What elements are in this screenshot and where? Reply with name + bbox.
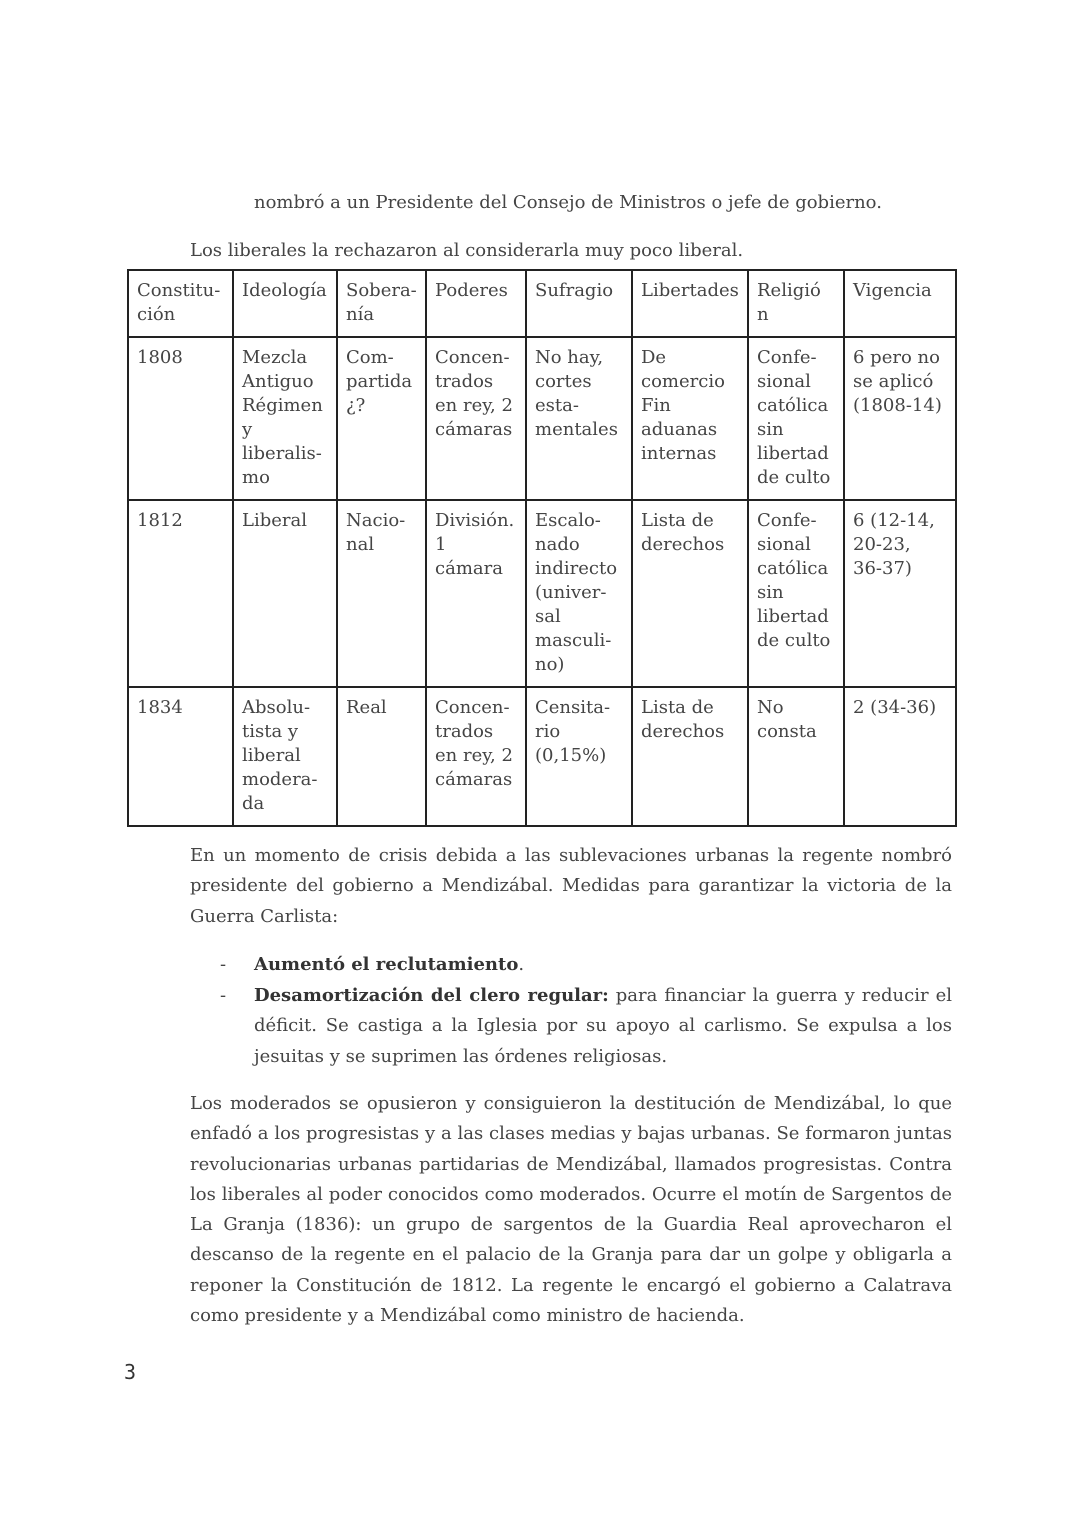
item-text: . [518,954,525,975]
table-cell: 6 (12-14, 20-23, 36-37) [844,500,956,687]
table-cell: Censita- rio (0,15%) [526,687,632,826]
table-cell: 1808 [128,337,233,500]
bullet: - [220,984,227,1006]
bullet: - [220,954,227,975]
bold-text: Aumentó el reclutamiento [254,954,519,975]
item-text: para financiar la guerra y reducir el déficit. Se castiga a la Iglesia por su apoyo al carlismo. Se expulsa a los jesuitas y se suprimen las órdenes religiosas. [254,984,952,1067]
table-cell: Confe- sional católica sin libertad de culto [748,500,844,687]
header-cell: Sufragio [526,270,632,337]
table-cell: No hay, cortes esta- mentales [526,337,632,500]
table-header-row [128,270,956,337]
table-cell: 6 pero no se aplicó (1808-14) [844,337,956,500]
table-cell: Confe- sional católica sin libertad de culto [748,337,844,500]
header-cell: Constitu- ción [128,270,233,337]
table-cell: Concen- trados en rey, 2 cámaras [426,337,526,500]
table-cell: Escalo- nado indirecto (univer- sal masculi- no) [526,500,632,687]
list-item [190,981,952,1073]
table-cell: Com- partida ¿? [337,337,426,500]
table-cell: Real [337,687,426,826]
table-cell: Liberal [233,500,337,687]
header-cell: Religió n [748,270,844,337]
measures-list [190,950,952,1072]
table-cell: Absolu- tista y liberal modera- da [233,687,337,826]
table-cell: Lista de derechos [632,687,748,826]
table-cell: Mezcla Antiguo Régimen y liberalis- mo [233,337,337,500]
paragraph: Los liberales la rechazaron al considerarla muy poco liberal. [190,240,744,261]
table-cell: De comercio Fin aduanas internas [632,337,748,500]
constitutions-table [127,269,957,827]
table-cell: Lista de derechos [632,500,748,687]
header-cell: Sobera- nía [337,270,426,337]
table-cell: No consta [748,687,844,826]
paragraph: nombró a un Presidente del Consejo de Ministros o jefe de gobierno. [254,192,882,213]
bold-text: Desamortización del clero regular: [254,984,609,1006]
page-number: 3 [124,1360,137,1384]
paragraph: Los moderados se opusieron y consiguieron la destitución de Mendizábal, lo que enfadó a los progresistas y a las clases medias y bajas urbanas. Se formaron juntas revolucionarias urbanas partidarias de Mendizábal, llamados progresistas. Contra los liberales al poder conocidos como moderados. Ocurre el motín de Sargentos de La Granja (1836): un grupo de sargentos de la Guardia Real aprovecharon el descanso de la regente en el palacio de la Granja para dar un golpe y obligarla a reponer la Constitución de 1812. La regente le encargó el gobierno a Calatrava como presidente y a Mendizábal como ministro de hacienda. [190,1093,952,1327]
list-item [190,950,952,981]
paragraph: En un momento de crisis debida a las sublevaciones urbanas la regente nombró presidente del gobierno a Mendizábal. Medidas para garantizar la victoria de la Guerra Carlista: [190,845,952,927]
table-row [128,500,956,687]
table-row [128,337,956,500]
header-cell: Poderes [426,270,526,337]
header-cell: Libertades [632,270,748,337]
header-cell: Vigencia [844,270,956,337]
table-cell: División. 1 cámara [426,500,526,687]
table-row [128,687,956,826]
table-cell: 1812 [128,500,233,687]
table-cell: 1834 [128,687,233,826]
table-cell: Nacio- nal [337,500,426,687]
header-cell: Ideología [233,270,337,337]
table-cell: Concen- trados en rey, 2 cámaras [426,687,526,826]
table-cell: 2 (34-36) [844,687,956,826]
